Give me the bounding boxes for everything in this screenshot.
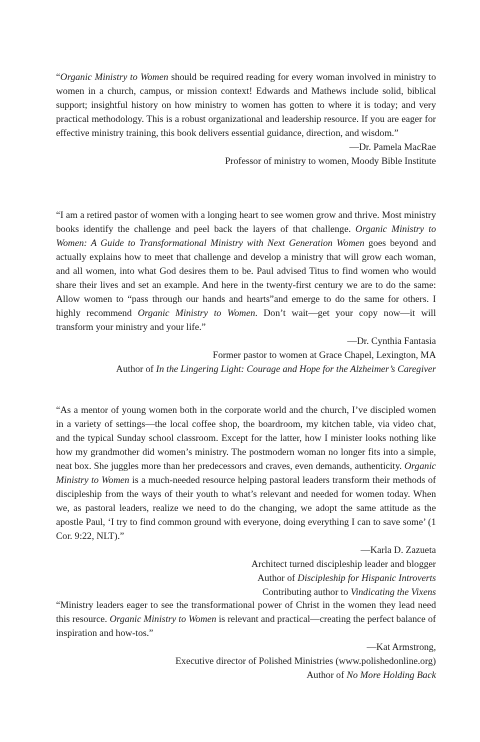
quote-text: “I am a retired pastor of women with a longing heart to see women grow and thrive. Most ministry books identify the challenge and peel back the layers of that challenge. [56, 210, 436, 235]
quote-text: should be required reading for every woman involved in ministry to women in a church, campus, or mission context! Edwards and Mathews include solid, biblical support; insightful history on how ministry to women has gotten to where it is today; and very practical methodology. This is a robust organizational and leadership resource. If you are eager for effective ministry training, this book delivers essential guidance, direction, and wisdom.” [56, 72, 436, 139]
quote-text: is relevant and practical—creating the perfect balance of inspiration and how-tos.” [56, 614, 436, 639]
attribution-credential [56, 655, 436, 669]
attribution-credential [56, 155, 436, 169]
attribution-name [56, 544, 436, 558]
book-title-text: Organic Ministry to Women [60, 72, 169, 83]
book-title-text: No More Holding Back [346, 670, 436, 681]
quote-text: is a much-needed resource helping pastoral leaders transform their methods of discipleship from the ways of their youth to what’s relevant and needed for women today. When we, as pastoral leaders, realize we need to do the changing, we adopt the same attitude as the apostle Paul, ‘I try to find common ground with everyone, doing everything I can to save some’ (1 Cor. 9:22, NLT).” [56, 475, 436, 542]
endorsement-quote [56, 599, 436, 641]
quote-text: —Kat Armstrong, [366, 642, 436, 653]
attribution-credential [56, 349, 436, 363]
quote-text: “ [56, 72, 61, 83]
endorsement-zazueta [56, 404, 436, 600]
book-title-text: Organic Ministry to Women [137, 308, 256, 319]
endorsement-armstrong [56, 599, 436, 683]
quote-text: Former pastor to women at Grace Chapel, Lexington, MA [212, 350, 436, 361]
quote-text: Author of [306, 670, 347, 681]
attribution-name [56, 335, 436, 349]
endorsement-macrae [56, 71, 436, 169]
endorsement-fantasia [56, 209, 436, 377]
quote-text: “As a mentor of young women both in the corporate world and the church, I’ve discipled women in a variety of settings—the local coffee shop, the boardroom, my kitchen table, via video chat, and the typical Sunday school classroom. Except for the latter, how I minister looks nothing like how my grandmother did women’s ministry. The postmodern woman no longer fits into a simple, neat box. She juggles more than her predecessors and craves, even demands, authenticity. [56, 405, 436, 472]
attribution-name [56, 141, 436, 155]
quote-text: —Dr. Pamela MacRae [349, 142, 436, 153]
endorsement-quote [56, 71, 436, 141]
quote-text: Professor of ministry to women, Moody Bible Institute [224, 156, 436, 167]
quote-text: Author of [257, 573, 298, 584]
endorsement-attribution [56, 335, 436, 377]
attribution-name [56, 641, 436, 655]
endorsement-quote [56, 209, 436, 335]
quote-text: —Dr. Cynthia Fantasia [347, 336, 436, 347]
quote-text: Author of [116, 364, 157, 375]
attribution-credential [56, 586, 436, 600]
book-title-text: In the Lingering Light: Courage and Hope for the Alzheimer’s Caregiver [156, 364, 436, 375]
book-title-text: Organic Ministry to Women [56, 461, 436, 486]
quote-text: Contributing author to [262, 587, 351, 598]
endorsement-quote [56, 404, 436, 544]
endorsement-attribution [56, 544, 436, 600]
endorsement-attribution [56, 141, 436, 169]
quote-text: goes beyond and actually explains how to meet that challenge and develop a ministry that will grow each woman, and all women, into what God desires them to be. Paul advised Titus to find women who would share their lives and set an example. And here in the twenty-first century we are to do the same: Allow women to “pass through our hands and hearts”and emerge to do the same for others. I highly recommend [56, 238, 436, 319]
attribution-credential [56, 669, 436, 683]
quote-text: . Don’t wait—get your copy now—it will transform your ministry and your life.” [56, 308, 436, 333]
book-title-text: Organic Ministry to Women [109, 614, 217, 625]
book-title-text: Discipleship for Hispanic Introverts [297, 573, 436, 584]
attribution-credential [56, 558, 436, 572]
book-title-text: Organic Ministry to Women: A Guide to Transformational Ministry with Next Generation Women [56, 224, 436, 249]
quote-text: Architect turned discipleship leader and blogger [251, 559, 436, 570]
endorsement-attribution [56, 641, 436, 683]
attribution-credential [56, 363, 436, 377]
book-title-text: Vindicating the Vixens [350, 587, 436, 598]
quote-text: Executive director of Polished Ministries (www.polishedonline.org) [175, 656, 436, 667]
quote-text: “Ministry leaders eager to see the transformational power of Christ in the women they lead need this resource. [56, 600, 436, 625]
quote-text: —Karla D. Zazueta [360, 545, 436, 556]
attribution-credential [56, 572, 436, 586]
